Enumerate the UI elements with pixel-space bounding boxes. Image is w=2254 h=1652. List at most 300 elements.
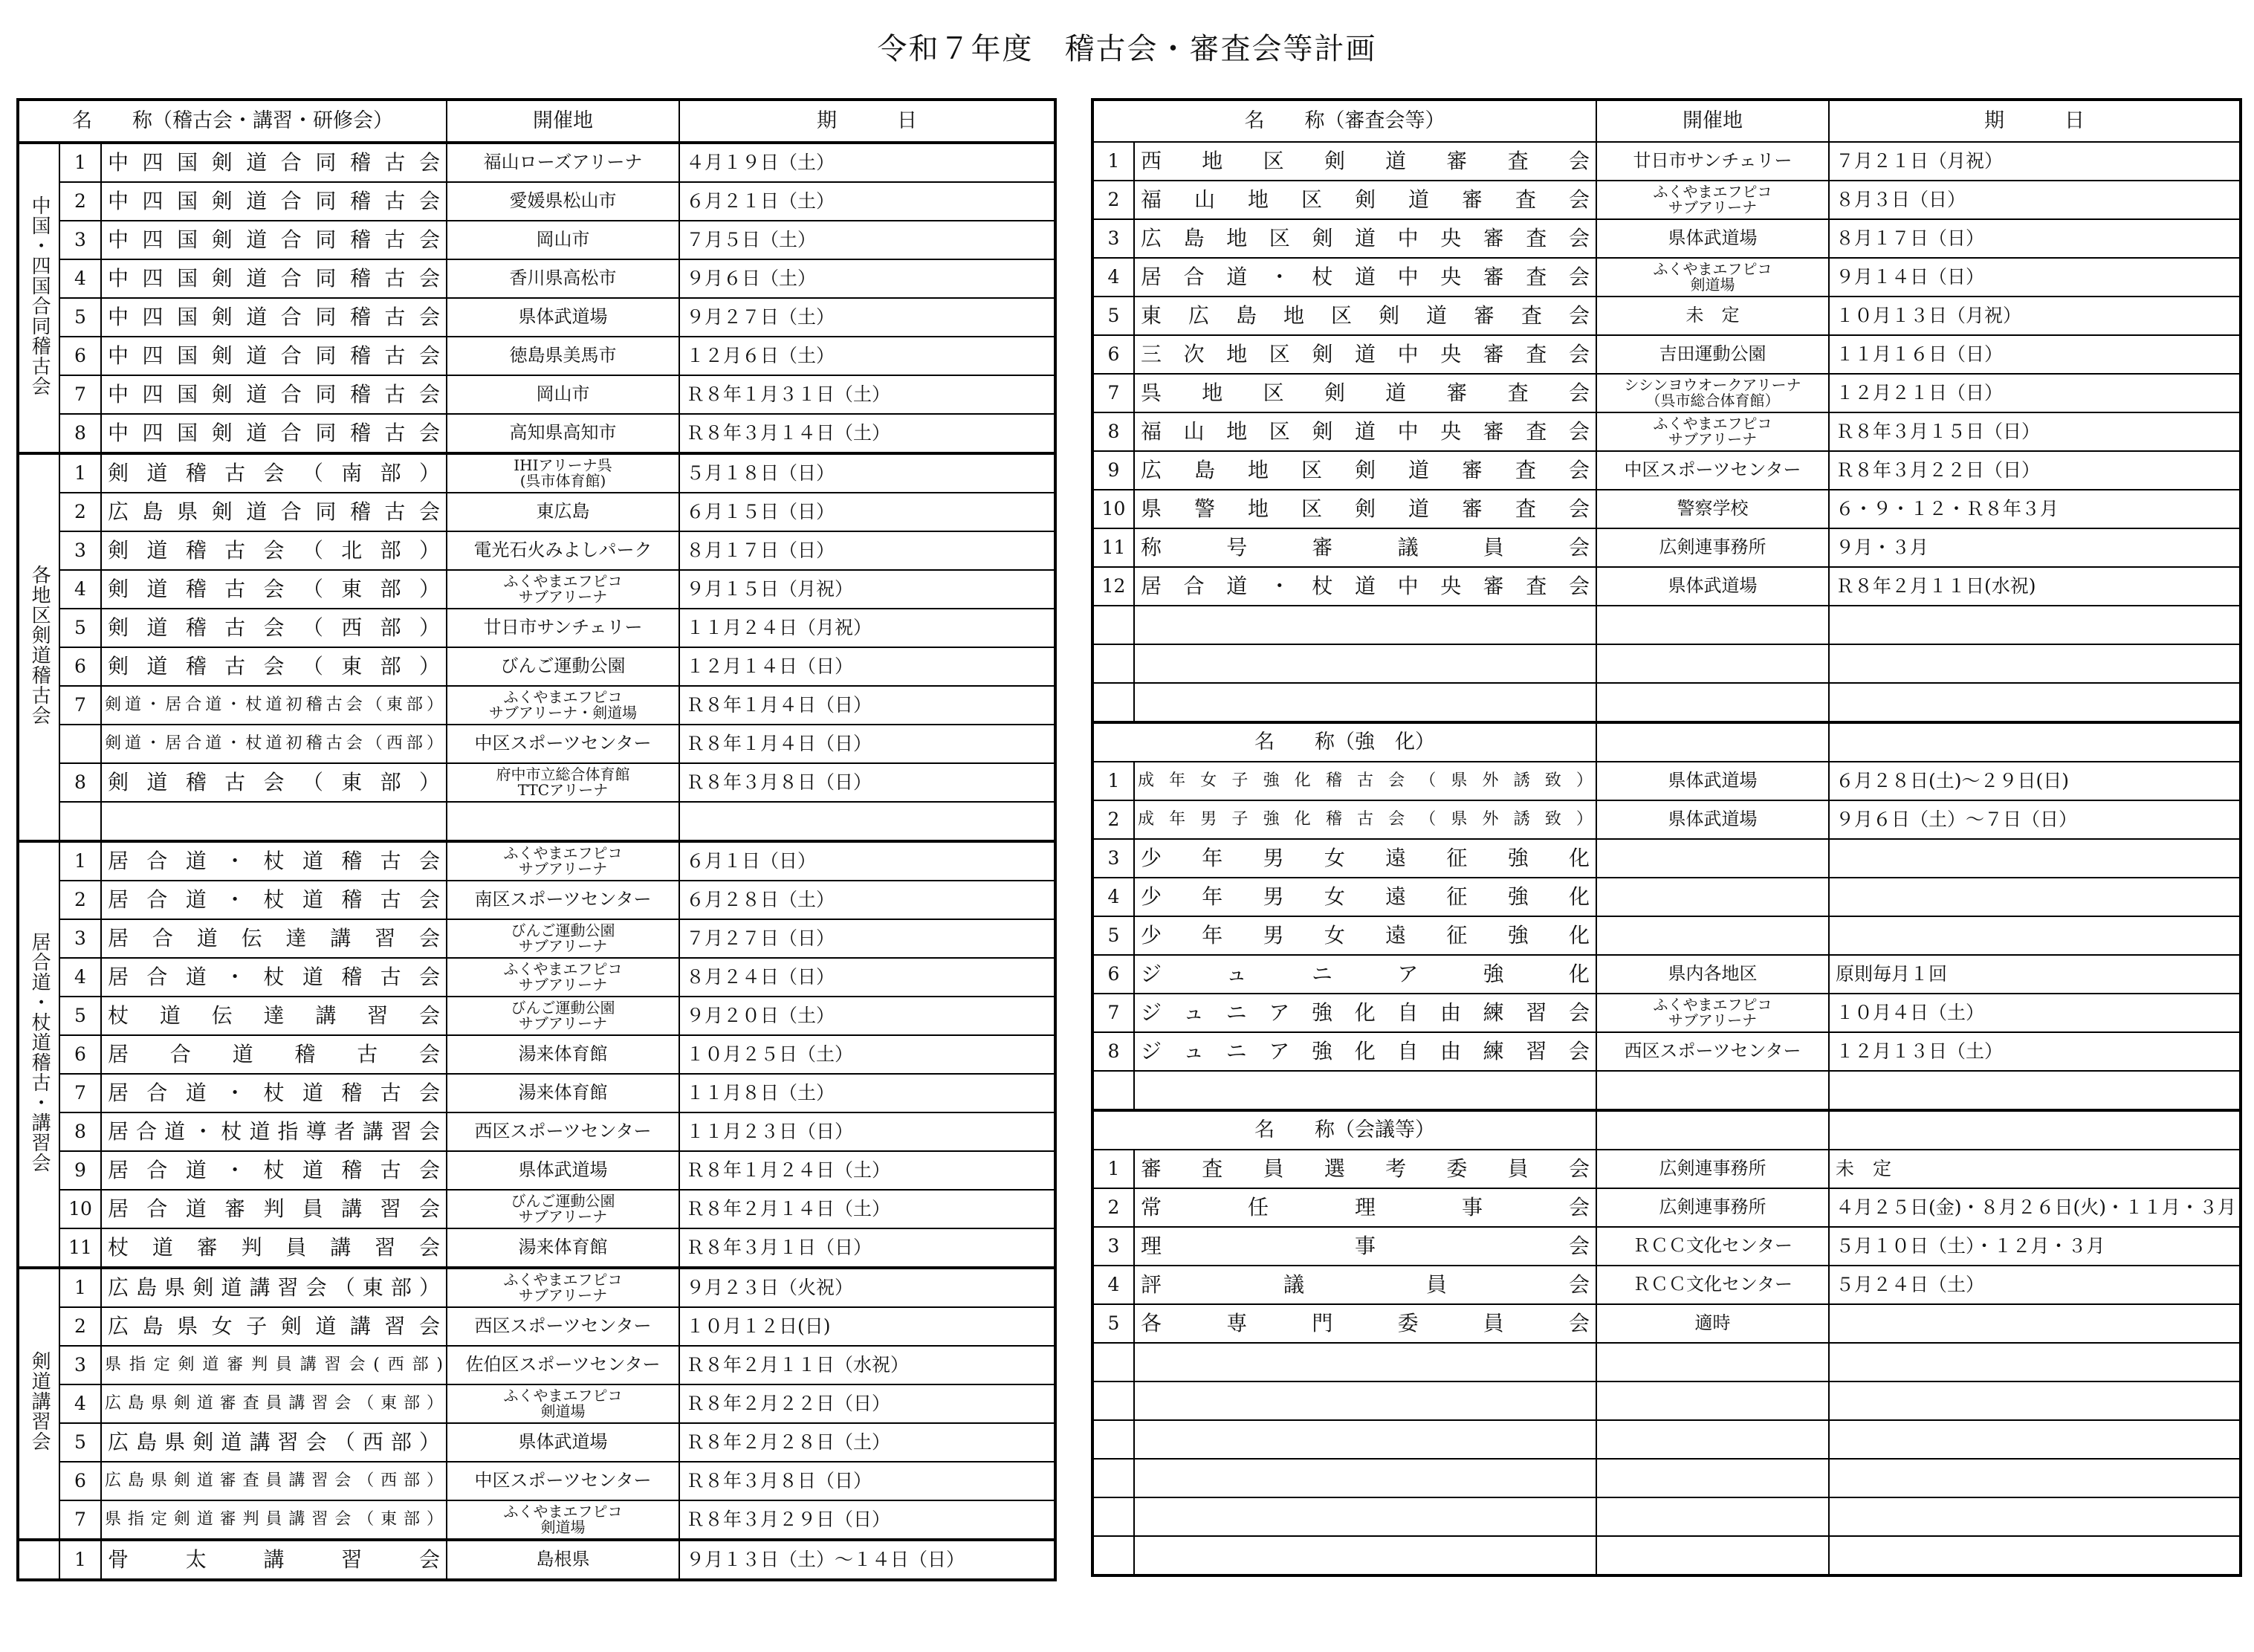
event-venue: ふくやまエフピコ サブアリーナ bbox=[1596, 412, 1829, 451]
table-row bbox=[18, 725, 1055, 763]
event-name bbox=[1134, 1420, 1596, 1459]
event-venue: 島根県 bbox=[447, 1540, 679, 1580]
table-row bbox=[1092, 1266, 2241, 1304]
row-number bbox=[1092, 1459, 1134, 1497]
section-header-name: 名 称（強 化） bbox=[1092, 722, 1596, 762]
table-row bbox=[1092, 762, 2241, 800]
event-date: Ｒ８年１月４日（日） bbox=[679, 725, 1055, 763]
event-date: ６月２８日（土） bbox=[679, 881, 1055, 919]
event-date: ９月２７日（土） bbox=[679, 298, 1055, 337]
event-venue: びんご運動公園 サブアリーナ bbox=[447, 1190, 679, 1228]
event-name: 広島県女子剣道講習会 bbox=[101, 1307, 447, 1346]
event-date: Ｒ８年３月１４日（土） bbox=[679, 414, 1055, 453]
table-row bbox=[1092, 219, 2241, 258]
event-name: 西地区剣道審査会 bbox=[1134, 142, 1596, 181]
table-row bbox=[1092, 490, 2241, 528]
row-number: 5 bbox=[59, 298, 101, 337]
row-number: 1 bbox=[1092, 1150, 1134, 1188]
table-row bbox=[18, 143, 1055, 182]
table-row bbox=[18, 493, 1055, 531]
table-row bbox=[1092, 878, 2241, 916]
table-row bbox=[18, 997, 1055, 1035]
event-venue: 適時 bbox=[1596, 1304, 1829, 1343]
event-venue: 広剣連事務所 bbox=[1596, 528, 1829, 567]
row-number: 2 bbox=[59, 493, 101, 531]
event-date: ９月１５日（月祝） bbox=[679, 570, 1055, 609]
event-name: 評議員会 bbox=[1134, 1266, 1596, 1304]
event-name: 中四国剣道合同稽古会 bbox=[101, 143, 447, 182]
event-venue: ふくやまエフピコ サブアリーナ bbox=[447, 570, 679, 609]
row-number: 5 bbox=[59, 609, 101, 647]
event-name bbox=[1134, 1497, 1596, 1536]
event-name: 中四国剣道合同稽古会 bbox=[101, 375, 447, 414]
event-name: 剣道稽古会（東部） bbox=[101, 763, 447, 802]
row-number: 1 bbox=[59, 1268, 101, 1307]
row-number bbox=[1092, 1343, 1134, 1381]
event-venue: 県体武道場 bbox=[1596, 800, 1829, 839]
event-venue: 廿日市サンチェリー bbox=[1596, 142, 1829, 181]
row-number: 6 bbox=[59, 647, 101, 686]
table-row bbox=[1092, 1343, 2241, 1381]
event-venue bbox=[1596, 1071, 1829, 1110]
table-row bbox=[18, 919, 1055, 958]
event-venue: ふくやまエフピコ サブアリーナ bbox=[447, 841, 679, 881]
event-name: 杖道伝達講習会 bbox=[101, 997, 447, 1035]
row-number bbox=[1092, 606, 1134, 644]
row-number: 2 bbox=[1092, 800, 1134, 839]
row-number: 8 bbox=[59, 1112, 101, 1151]
event-date: ６月１５日（日） bbox=[679, 493, 1055, 531]
event-venue: ふくやまエフピコ サブアリーナ bbox=[1596, 181, 1829, 219]
event-date: １１月８日（土） bbox=[679, 1074, 1055, 1112]
event-name bbox=[1134, 1071, 1596, 1110]
category-label-text: 居合道・杖道稽古・講習会 bbox=[28, 931, 51, 1173]
event-date: ８月３日（日） bbox=[1829, 181, 2241, 219]
event-name: 少年男女遠征強化 bbox=[1134, 839, 1596, 878]
row-number: 1 bbox=[1092, 142, 1134, 181]
event-venue: IHIアリーナ呉 (呉市体育館) bbox=[447, 453, 679, 493]
category-label-text: 各地区剣道稽古会 bbox=[28, 564, 51, 725]
table-row bbox=[1092, 567, 2241, 606]
event-date: ５月２４日（土） bbox=[1829, 1266, 2241, 1304]
category-label-text: 剣道講習会 bbox=[28, 1351, 51, 1452]
row-number: 11 bbox=[59, 1228, 101, 1268]
row-number: 4 bbox=[1092, 878, 1134, 916]
table-row bbox=[1092, 142, 2241, 181]
event-name: 骨太講習会 bbox=[101, 1540, 447, 1580]
table-row bbox=[18, 1462, 1055, 1500]
event-date: １１月２３日（日） bbox=[679, 1112, 1055, 1151]
event-venue: びんご運動公園 bbox=[447, 647, 679, 686]
event-name: 福山地区剣道中央審査会 bbox=[1134, 412, 1596, 451]
row-number bbox=[1092, 683, 1134, 722]
table-row bbox=[1092, 181, 2241, 219]
event-date: Ｒ８年３月８日（日） bbox=[679, 763, 1055, 802]
table-row bbox=[1092, 1497, 2241, 1536]
row-number: 4 bbox=[59, 570, 101, 609]
row-number: 9 bbox=[59, 1151, 101, 1190]
table-row bbox=[18, 1074, 1055, 1112]
event-date: ９月２３日（火祝） bbox=[679, 1268, 1055, 1307]
event-name: 成年女子強化稽古会（県外誘致） bbox=[1134, 762, 1596, 800]
event-name: 県指定剣道審判員講習会(西部) bbox=[101, 1346, 447, 1384]
row-number: 4 bbox=[59, 259, 101, 298]
event-date: ９月６日（土） bbox=[679, 259, 1055, 298]
event-venue: 県体武道場 bbox=[1596, 567, 1829, 606]
event-venue bbox=[1596, 1459, 1829, 1497]
row-number: 5 bbox=[59, 997, 101, 1035]
table-row bbox=[18, 337, 1055, 375]
event-name: ジュニア強化 bbox=[1134, 955, 1596, 994]
category-label bbox=[18, 453, 59, 841]
event-venue: 県体武道場 bbox=[1596, 762, 1829, 800]
event-date: 未 定 bbox=[1829, 1150, 2241, 1188]
table-row bbox=[1092, 1071, 2241, 1110]
row-number bbox=[1092, 644, 1134, 683]
category-label bbox=[18, 1268, 59, 1540]
table-row bbox=[18, 259, 1055, 298]
event-name: 常任理事会 bbox=[1134, 1188, 1596, 1227]
event-name: 県警地区剣道審査会 bbox=[1134, 490, 1596, 528]
event-name: 各専門委員会 bbox=[1134, 1304, 1596, 1343]
row-number: 5 bbox=[1092, 916, 1134, 955]
table-row bbox=[1092, 955, 2241, 994]
event-date bbox=[1829, 1304, 2241, 1343]
event-name: ジュニア強化自由練習会 bbox=[1134, 1032, 1596, 1071]
event-date: Ｒ８年３月２２日（日） bbox=[1829, 451, 2241, 490]
row-number: 6 bbox=[59, 1462, 101, 1500]
row-number: 10 bbox=[59, 1190, 101, 1228]
table-row bbox=[1092, 1304, 2241, 1343]
event-venue: 徳島県美馬市 bbox=[447, 337, 679, 375]
event-venue: 県体武道場 bbox=[447, 1423, 679, 1462]
row-number: 11 bbox=[1092, 528, 1134, 567]
table-row bbox=[1092, 258, 2241, 297]
column-header-venue: 開催地 bbox=[447, 100, 679, 143]
row-number: 6 bbox=[59, 1035, 101, 1074]
event-name bbox=[1134, 1343, 1596, 1381]
event-date: １０月１２日(日) bbox=[679, 1307, 1055, 1346]
table-row bbox=[1092, 606, 2241, 644]
event-venue: ふくやまエフピコ サブアリーナ・剣道場 bbox=[447, 686, 679, 725]
event-name: 広島地区剣道審査会 bbox=[1134, 451, 1596, 490]
table-row bbox=[1092, 839, 2241, 878]
row-number: 6 bbox=[1092, 955, 1134, 994]
column-header-name: 名 称（審査会等） bbox=[1092, 100, 1596, 142]
table-row bbox=[18, 1190, 1055, 1228]
event-venue bbox=[1596, 644, 1829, 683]
event-name: 少年男女遠征強化 bbox=[1134, 916, 1596, 955]
table-row bbox=[1092, 528, 2241, 567]
event-venue: 県体武道場 bbox=[1596, 219, 1829, 258]
table-row bbox=[18, 1035, 1055, 1074]
event-venue bbox=[1596, 606, 1829, 644]
row-number bbox=[59, 725, 101, 763]
event-venue: ふくやまエフピコ 剣道場 bbox=[447, 1384, 679, 1423]
column-header-venue: 開催地 bbox=[1596, 100, 1829, 142]
event-name: 居合道・杖道稽古会 bbox=[101, 1074, 447, 1112]
event-venue: びんご運動公園 サブアリーナ bbox=[447, 919, 679, 958]
table-row bbox=[18, 686, 1055, 725]
section-header-date bbox=[1829, 1110, 2241, 1150]
table-row bbox=[1092, 1459, 2241, 1497]
event-date: １２月６日（土） bbox=[679, 337, 1055, 375]
row-number bbox=[1092, 1420, 1134, 1459]
event-date: Ｒ８年３月８日（日） bbox=[679, 1462, 1055, 1500]
event-venue: びんご運動公園 サブアリーナ bbox=[447, 997, 679, 1035]
table-row bbox=[18, 802, 1055, 841]
event-venue bbox=[1596, 839, 1829, 878]
event-date: 原則毎月１回 bbox=[1829, 955, 2241, 994]
event-venue: 西区スポーツセンター bbox=[1596, 1032, 1829, 1071]
event-date bbox=[1829, 1381, 2241, 1420]
event-venue: 未 定 bbox=[1596, 297, 1829, 335]
event-date: ７月２７日（日） bbox=[679, 919, 1055, 958]
event-date bbox=[1829, 1420, 2241, 1459]
row-number: 7 bbox=[59, 375, 101, 414]
row-number: 4 bbox=[1092, 258, 1134, 297]
event-name: 中四国剣道合同稽古会 bbox=[101, 182, 447, 221]
event-venue: 湯来体育館 bbox=[447, 1035, 679, 1074]
event-name bbox=[1134, 683, 1596, 722]
event-name bbox=[1134, 1536, 1596, 1575]
event-name: ジュニア強化自由練習会 bbox=[1134, 994, 1596, 1032]
event-date bbox=[1829, 1343, 2241, 1381]
row-number: 1 bbox=[59, 841, 101, 881]
table-row bbox=[1092, 335, 2241, 374]
table-row bbox=[1092, 994, 2241, 1032]
event-date: １２月１４日（日） bbox=[679, 647, 1055, 686]
training-schedule-body bbox=[18, 143, 1055, 1580]
table-row bbox=[1092, 1188, 2241, 1227]
event-name: 居合道・杖道稽古会 bbox=[101, 1151, 447, 1190]
event-venue bbox=[1596, 1536, 1829, 1575]
row-number: 3 bbox=[1092, 219, 1134, 258]
event-name: 剣道稽古会（北部） bbox=[101, 531, 447, 570]
event-venue: ふくやまエフピコ 剣道場 bbox=[1596, 258, 1829, 297]
row-number: 8 bbox=[59, 763, 101, 802]
table-row bbox=[18, 1307, 1055, 1346]
table-row bbox=[1092, 1536, 2241, 1575]
event-name bbox=[1134, 644, 1596, 683]
table-row bbox=[1092, 451, 2241, 490]
event-date: ８月２４日（日） bbox=[679, 958, 1055, 997]
table-row bbox=[18, 1384, 1055, 1423]
table-row bbox=[18, 298, 1055, 337]
table-row bbox=[1092, 1150, 2241, 1188]
event-name: 剣道稽古会（東部） bbox=[101, 570, 447, 609]
event-name: 成年男子強化稽古会（県外誘致） bbox=[1134, 800, 1596, 839]
event-date: １０月４日（土） bbox=[1829, 994, 2241, 1032]
event-date: Ｒ８年２月２２日（日） bbox=[679, 1384, 1055, 1423]
row-number: 4 bbox=[59, 1384, 101, 1423]
table-row bbox=[1092, 1227, 2241, 1266]
table-row bbox=[18, 609, 1055, 647]
event-date bbox=[1829, 916, 2241, 955]
row-number: 5 bbox=[59, 1423, 101, 1462]
event-date: Ｒ８年２月２８日（土） bbox=[679, 1423, 1055, 1462]
event-name: 県指定剣道審判員講習会（東部） bbox=[101, 1500, 447, 1540]
table-row bbox=[1092, 800, 2241, 839]
event-name: 広島地区剣道中央審査会 bbox=[1134, 219, 1596, 258]
event-name: 審査員選考委員会 bbox=[1134, 1150, 1596, 1188]
event-date bbox=[1829, 878, 2241, 916]
exam-schedule-table bbox=[1091, 98, 2242, 1577]
event-date: ９月１３日（土）～１４日（日） bbox=[679, 1540, 1055, 1580]
event-date: １１月２４日（月祝） bbox=[679, 609, 1055, 647]
row-number: 3 bbox=[59, 919, 101, 958]
event-name: 理事会 bbox=[1134, 1227, 1596, 1266]
event-venue: 警察学校 bbox=[1596, 490, 1829, 528]
event-date: ９月２０日（土） bbox=[679, 997, 1055, 1035]
table-row bbox=[1092, 374, 2241, 412]
column-header-date: 期 日 bbox=[679, 100, 1055, 143]
event-date: １２月２１日（日） bbox=[1829, 374, 2241, 412]
event-name: 居合道・杖道中央審査会 bbox=[1134, 258, 1596, 297]
event-venue: 岡山市 bbox=[447, 375, 679, 414]
event-date: ６月２８日(土)～２９日(日) bbox=[1829, 762, 2241, 800]
table-row bbox=[1092, 644, 2241, 683]
row-number: 3 bbox=[1092, 1227, 1134, 1266]
row-number: 3 bbox=[59, 531, 101, 570]
event-venue: ふくやまエフピコ 剣道場 bbox=[447, 1500, 679, 1540]
event-venue: 県内各地区 bbox=[1596, 955, 1829, 994]
event-date: ９月１４日（日） bbox=[1829, 258, 2241, 297]
row-number: 2 bbox=[59, 182, 101, 221]
event-venue: 中区スポーツセンター bbox=[1596, 451, 1829, 490]
event-venue: ふくやまエフピコ サブアリーナ bbox=[447, 1268, 679, 1307]
row-number bbox=[1092, 1381, 1134, 1420]
row-number: 6 bbox=[59, 337, 101, 375]
event-name: 中四国剣道合同稽古会 bbox=[101, 337, 447, 375]
event-venue: ふくやまエフピコ サブアリーナ bbox=[1596, 994, 1829, 1032]
event-venue: 県体武道場 bbox=[447, 298, 679, 337]
event-name: 剣道・居合道・杖道初稽古会（東部） bbox=[101, 686, 447, 725]
section-header-date bbox=[1829, 722, 2241, 762]
event-name: 剣道稽古会（東部） bbox=[101, 647, 447, 686]
exam-schedule-body bbox=[1092, 142, 2241, 1575]
event-name: 広島県剣道審査員講習会（西部） bbox=[101, 1462, 447, 1500]
event-date: Ｒ８年１月３１日（土） bbox=[679, 375, 1055, 414]
event-date: ５月１８日（日） bbox=[679, 453, 1055, 493]
event-date bbox=[1829, 1536, 2241, 1575]
event-date bbox=[1829, 839, 2241, 878]
row-number: 9 bbox=[1092, 451, 1134, 490]
event-venue: 福山ローズアリーナ bbox=[447, 143, 679, 182]
table-row bbox=[18, 453, 1055, 493]
event-venue: ふくやまエフピコ サブアリーナ bbox=[447, 958, 679, 997]
event-venue: 湯来体育館 bbox=[447, 1228, 679, 1268]
event-venue: 広剣連事務所 bbox=[1596, 1150, 1829, 1188]
event-name: 剣道稽古会（南部） bbox=[101, 453, 447, 493]
column-header-name: 名 称（稽古会・講習・研修会） bbox=[18, 100, 447, 143]
event-date: ４月１９日（土） bbox=[679, 143, 1055, 182]
event-venue bbox=[1596, 1420, 1829, 1459]
row-number: 1 bbox=[59, 453, 101, 493]
row-number: 1 bbox=[59, 1540, 101, 1580]
table-row bbox=[18, 1423, 1055, 1462]
event-venue: 愛媛県松山市 bbox=[447, 182, 679, 221]
event-name: 広島県剣道講習会（東部） bbox=[101, 1268, 447, 1307]
row-number: 4 bbox=[59, 958, 101, 997]
event-venue bbox=[1596, 916, 1829, 955]
row-number bbox=[1092, 1497, 1134, 1536]
row-number: 7 bbox=[59, 1074, 101, 1112]
event-date: ５月１０日（土）・１２月・３月 bbox=[1829, 1227, 2241, 1266]
event-venue bbox=[1596, 1381, 1829, 1420]
table-row bbox=[18, 647, 1055, 686]
event-date: Ｒ８年１月４日（日） bbox=[679, 686, 1055, 725]
table-row bbox=[18, 763, 1055, 802]
event-date: ４月２５日(金)・８月２６日(火)・１１月・３月 bbox=[1829, 1188, 2241, 1227]
event-date bbox=[1829, 606, 2241, 644]
table-row bbox=[18, 570, 1055, 609]
row-number: 5 bbox=[1092, 1304, 1134, 1343]
row-number: 8 bbox=[1092, 412, 1134, 451]
table-row bbox=[1092, 1420, 2241, 1459]
table-row bbox=[18, 958, 1055, 997]
row-number: 1 bbox=[59, 143, 101, 182]
row-number: 4 bbox=[1092, 1266, 1134, 1304]
event-venue: 広剣連事務所 bbox=[1596, 1188, 1829, 1227]
event-date: ９月６日（土）～７日（日） bbox=[1829, 800, 2241, 839]
event-name: 居合道稽古会 bbox=[101, 1035, 447, 1074]
event-name: 福山地区剣道審査会 bbox=[1134, 181, 1596, 219]
table-row bbox=[1092, 412, 2241, 451]
meetings-section-header bbox=[1092, 1110, 2241, 1150]
event-name: 居合道・杖道稽古会 bbox=[101, 958, 447, 997]
table-row bbox=[18, 221, 1055, 259]
event-name: 広島県剣道合同稽古会 bbox=[101, 493, 447, 531]
event-venue: 湯来体育館 bbox=[447, 1074, 679, 1112]
table-row bbox=[18, 1540, 1055, 1580]
row-number: 7 bbox=[1092, 994, 1134, 1032]
event-name: 呉地区剣道審査会 bbox=[1134, 374, 1596, 412]
row-number: 8 bbox=[1092, 1032, 1134, 1071]
event-venue bbox=[1596, 683, 1829, 722]
event-name: 広島県剣道講習会（西部） bbox=[101, 1423, 447, 1462]
row-number: 3 bbox=[59, 221, 101, 259]
table-row bbox=[18, 1346, 1055, 1384]
event-name: 三次地区剣道中央審査会 bbox=[1134, 335, 1596, 374]
event-name: 広島県剣道審査員講習会（東部） bbox=[101, 1384, 447, 1423]
row-number: 8 bbox=[59, 414, 101, 453]
row-number bbox=[1092, 1536, 1134, 1575]
row-number: 3 bbox=[1092, 839, 1134, 878]
event-venue: ＲＣＣ文化センター bbox=[1596, 1266, 1829, 1304]
event-name bbox=[1134, 1459, 1596, 1497]
table-row bbox=[18, 414, 1055, 453]
event-date: ６月２１日（土） bbox=[679, 182, 1055, 221]
event-venue bbox=[1596, 1497, 1829, 1536]
event-date: ６月１日（日） bbox=[679, 841, 1055, 881]
row-number: 7 bbox=[59, 686, 101, 725]
event-date: Ｒ８年３月１５日（日） bbox=[1829, 412, 2241, 451]
row-number: 3 bbox=[59, 1346, 101, 1384]
section-header-venue bbox=[1596, 722, 1829, 762]
table-row bbox=[18, 1112, 1055, 1151]
row-number: 2 bbox=[59, 881, 101, 919]
event-name: 居合道・杖道稽古会 bbox=[101, 841, 447, 881]
row-number: 10 bbox=[1092, 490, 1134, 528]
event-venue: 吉田運動公園 bbox=[1596, 335, 1829, 374]
event-date: １１月１６日（日） bbox=[1829, 335, 2241, 374]
event-date: １０月２５日（土） bbox=[679, 1035, 1055, 1074]
row-number: 2 bbox=[1092, 181, 1134, 219]
event-name: 中四国剣道合同稽古会 bbox=[101, 259, 447, 298]
event-name: 居合道伝達講習会 bbox=[101, 919, 447, 958]
event-venue: 西区スポーツセンター bbox=[447, 1307, 679, 1346]
